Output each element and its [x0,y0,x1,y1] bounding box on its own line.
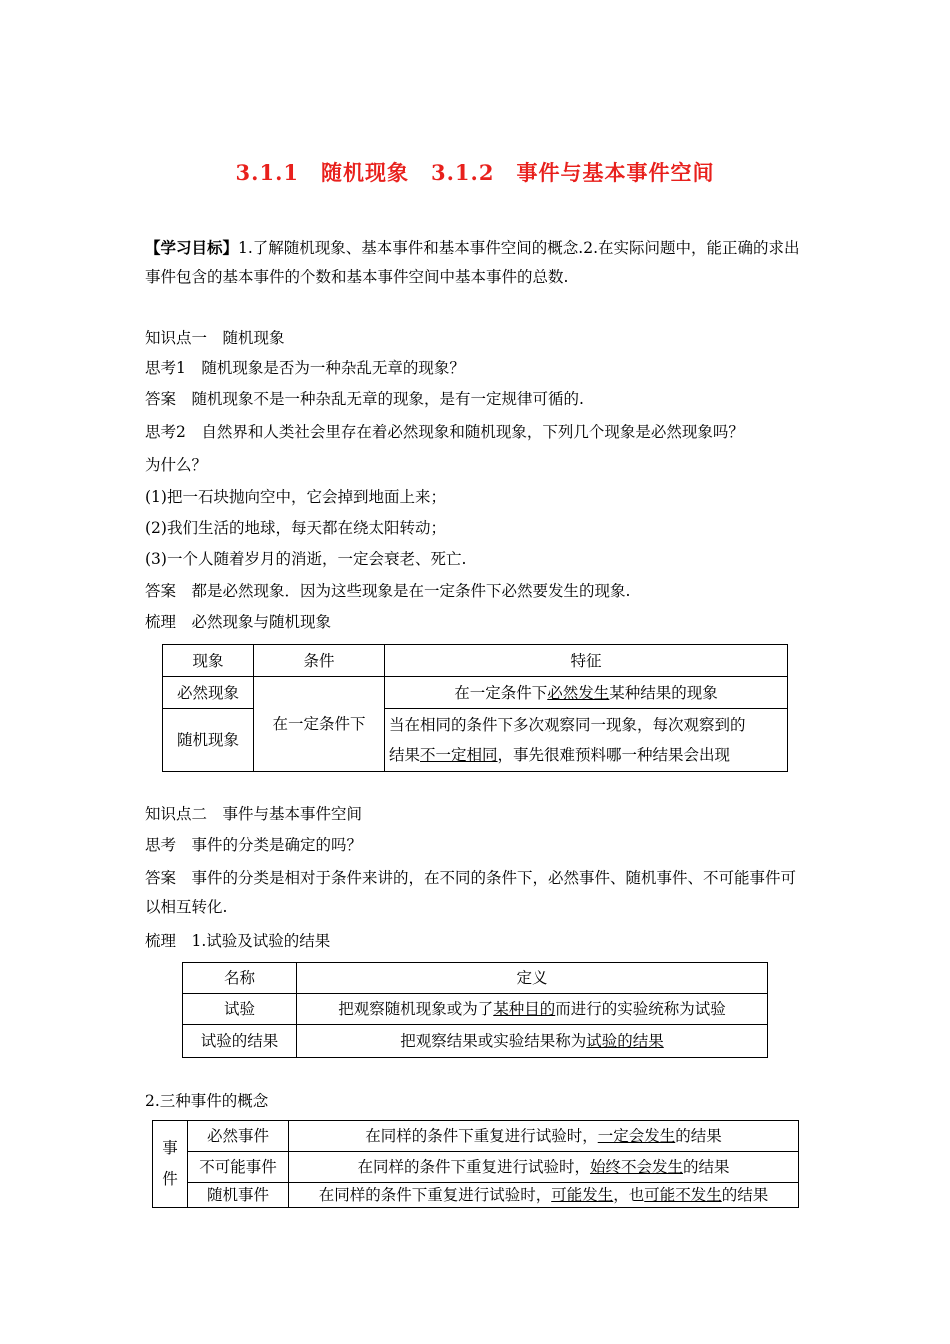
row-trial-result: 试验的结果 [183,1025,297,1058]
cell-trial-def: 把观察随机现象或为了某种目的而进行的实验统称为试验 [297,994,768,1025]
cell-trial-result-def: 把观察结果或实验结果称为试验的结果 [297,1025,768,1058]
cell-certain-def: 在同样的条件下重复进行试验时，一定会发生的结果 [289,1121,799,1152]
col-condition: 条件 [254,645,385,677]
think2-question: 思考2 自然界和人类社会里存在着必然现象和随机现象，下列几个现象是必然现象吗？ [145,423,744,441]
cell-event-side: 事 件 [153,1121,188,1208]
think1-answer: 答案 随机现象不是一种杂乱无章的现象，是有一定规律可循的. [145,390,584,408]
item-3: (3)一个人随着岁月的消逝，一定会衰老、死亡. [145,550,467,568]
cell-condition: 在一定条件下 [254,677,385,772]
row-random-event: 随机事件 [188,1183,289,1208]
goals-text: 1.了解随机现象、基本事件和基本事件空间的概念.2.在实际问题中，能正确的求出事件包含的基本事件的个数和基本事件空间中基本事件的总数. [145,239,800,286]
col-definition: 定义 [297,963,768,994]
subheading-three-events: 2.三种事件的概念 [145,1092,269,1110]
events-table [152,1120,799,1208]
think1-question: 思考1 随机现象是否为一种杂乱无章的现象？ [145,359,465,377]
col-name: 名称 [183,963,297,994]
cell-random-event-def: 在同样的条件下重复进行试验时，可能发生，也可能不发生的结果 [289,1183,799,1208]
section2-heading: 知识点二 事件与基本事件空间 [145,805,363,823]
col-phenomenon: 现象 [163,645,254,677]
summary2: 梳理 1.试验及试验的结果 [145,932,331,950]
item-1: (1)把一石块抛向空中，它会掉到地面上来； [145,488,446,506]
cell-impossible-def: 在同样的条件下重复进行试验时，始终不会发生的结果 [289,1152,799,1183]
item-2: (2)我们生活的地球，每天都在绕太阳转动； [145,519,446,537]
phenomena-table [162,644,788,772]
think2-question-cont: 为什么？ [145,456,208,474]
think-question: 思考 事件的分类是确定的吗？ [145,836,363,854]
summary1: 梳理 必然现象与随机现象 [145,613,332,631]
row-trial: 试验 [183,994,297,1025]
cell-random-feature: 当在相同的条件下多次观察同一现象，每次观察到的 结果不一定相同，事先很难预料哪一种结果会出现 [385,709,788,772]
row-inevitable: 必然现象 [163,677,254,709]
goals-label: 【学习目标】 [145,238,239,257]
think-answer: 答案 事件的分类是相对于条件来讲的，在不同的条件下，必然事件、随机事件、不可能事件可以相互转化. [145,869,797,916]
trial-table [182,962,768,1058]
row-certain: 必然事件 [188,1121,289,1152]
learning-goals [145,233,807,292]
col-feature: 特征 [385,645,788,677]
row-impossible: 不可能事件 [188,1152,289,1183]
page-title: 3.1.1 随机现象 3.1.2 事件与基本事件空间 [235,160,715,185]
cell-inevitable-feature: 在一定条件下必然发生某种结果的现象 [385,677,788,709]
think2-answer: 答案 都是必然现象．因为这些现象是在一定条件下必然要发生的现象. [145,582,631,600]
section1-heading: 知识点一 随机现象 [145,329,285,347]
row-random: 随机现象 [163,709,254,772]
